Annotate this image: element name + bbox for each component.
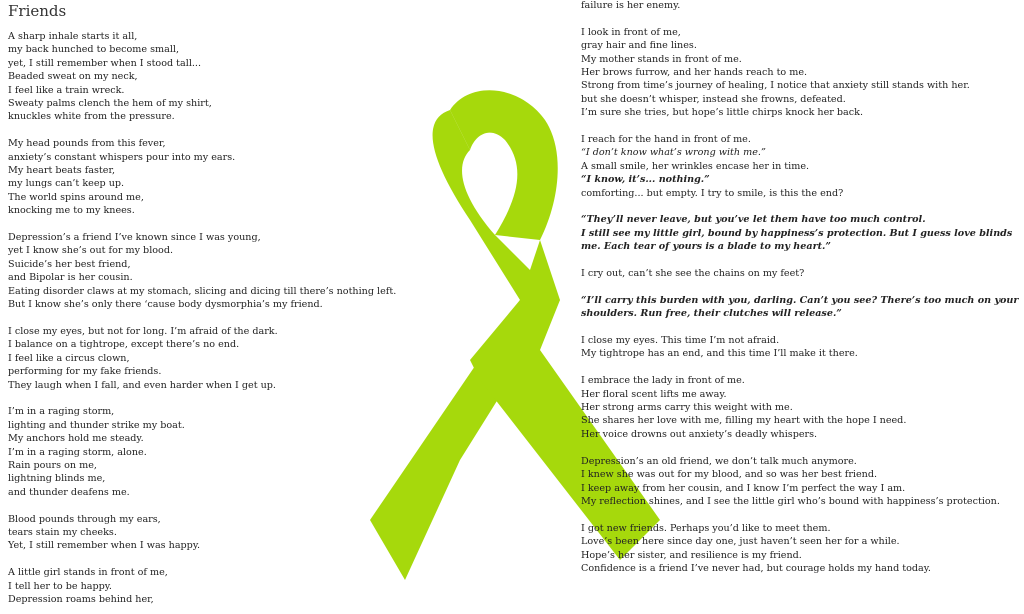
right-stanza (581, 213, 1021, 253)
left-stanza (8, 405, 388, 499)
poem-line: A sharp inhale starts it all, (8, 31, 138, 42)
poem-line: shoulders. Run free, their clutches will release.” (581, 308, 842, 320)
poem-line: Strong from time’s journey of healing, I notice that anxiety still stands with her. (581, 80, 970, 92)
left-column (8, 2, 397, 614)
right-stanza (581, 294, 1021, 321)
poem-line: lighting and thunder strike my boat. (8, 419, 185, 431)
poem-line: I balance on a tightrope, except there’s no end. (8, 339, 240, 351)
poem-line: I cry out, can’t she see the chains on my feet? (581, 268, 805, 280)
poem-line: My anchors hold me steady. (8, 433, 144, 445)
poem-line: “I know, it’s... nothing.” (581, 174, 710, 186)
poem-line: I close my eyes. This time I’m not afraid. (581, 335, 780, 347)
poem-line: Confidence is a friend I’ve never had, but courage holds my hand today. (581, 562, 931, 574)
poem-line: knocking me to my knees. (8, 205, 135, 217)
right-stanza (581, 133, 1021, 200)
poem-line: Depression’s an old friend, we don’t talk much anymore. (581, 455, 857, 467)
poem-line: Her strong arms carry this weight with me. (581, 402, 793, 414)
poem-line: Love’s been here since day one, just haven’t seen her for a while. (581, 536, 900, 548)
poem-line: I close my eyes, but not for long. I’m afraid of the dark. (8, 325, 278, 337)
poem-line: I knew she was out for my blood, and so was her best friend. (581, 469, 878, 481)
poem-line: My head pounds from this fever, (8, 138, 166, 150)
poem-line: Beaded sweat on my neck, (8, 71, 138, 83)
poem-line: My heart beats faster, (8, 165, 116, 177)
poem-line: yet, I still remember when I stood tall... (8, 57, 202, 69)
poem-line: performing for my fake friends. (8, 366, 162, 378)
poem-line: But I know she’s only there ‘cause body dysmorphia’s my friend. (8, 299, 323, 311)
poem-line: “I’ll carry this burden with you, darling. Can’t you see? There’s too much on your (581, 294, 1019, 306)
poem-line: failure is her enemy. (581, 0, 681, 11)
poem-line: comforting... but empty. I try to smile, is this the end? (581, 187, 844, 199)
poem-line: I embrace the lady in front of me. (581, 375, 745, 387)
right-stanza (581, 374, 1021, 441)
poem-line: I’m sure she tries, but hope’s little chirps knock her back. (581, 107, 864, 119)
right-stanza (581, 267, 1021, 280)
poem-line: my lungs can’t keep up. (8, 178, 125, 190)
poem-line: “I don’t know what’s wrong with me.” (581, 147, 766, 159)
poem-line: yet I know she’s out for my blood. (8, 245, 174, 257)
poem-line: Eating disorder claws at my stomach, slicing and dicing till there’s nothing left. (8, 285, 397, 297)
poem-line: I reach for the hand in front of me. (581, 134, 751, 146)
poem-line: Her brows furrow, and her hands reach to me. (581, 67, 808, 79)
right-stanza (581, 455, 1021, 509)
poem-line: gray hair and fine lines. (581, 40, 697, 52)
poem-line: My reflection shines, and I see the little girl who’s bound with happiness’s protection. (581, 495, 1000, 507)
poem-line: Hope’s her sister, and resilience is my friend. (581, 549, 802, 561)
poem-line: I’m in a raging storm, alone. (8, 446, 147, 458)
poem-line: I got new friends. Perhaps you’d like to meet them. (581, 522, 831, 534)
poem-line: Blood pounds through my ears, (8, 513, 161, 525)
poem-line: Yet, I still remember when I was happy. (8, 540, 201, 552)
left-stanzas (8, 30, 397, 606)
poem-line: and Bipolar is her cousin. (8, 272, 133, 284)
poem-line: tears stain my cheeks. (8, 526, 117, 538)
poem-line: My tightrope has an end, and this time I’ll make it there. (581, 348, 858, 360)
poem-line: The world spins around me, (8, 191, 144, 203)
poem-line: Her voice drowns out anxiety’s deadly whispers. (581, 428, 818, 440)
poem-line: My mother stands in front of me. (581, 53, 742, 65)
left-stanza (8, 513, 388, 553)
left-stanza (8, 231, 397, 311)
poem-line: Her floral scent lifts me away. (581, 388, 727, 400)
right-stanzas (581, 0, 1021, 575)
poem-line: but she doesn’t whisper, instead she frowns, defeated. (581, 93, 846, 105)
left-stanza (8, 137, 388, 217)
left-stanza (8, 30, 388, 124)
right-column (581, 0, 1021, 589)
left-stanza (8, 325, 388, 392)
poem-line: I’m in a raging storm, (8, 406, 115, 418)
poem-line: I feel like a train wreck. (8, 84, 125, 96)
poem-line: my back hunched to become small, (8, 44, 180, 56)
poem-line: Rain pours on me, (8, 459, 97, 471)
poem-line: A small smile, her wrinkles encase her in time. (581, 160, 810, 172)
right-stanza (581, 26, 1021, 120)
poem-title: Friends (8, 2, 67, 20)
poem-line: Depression roams behind her, (8, 593, 154, 605)
poem-line: Sweaty palms clench the hem of my shirt, (8, 98, 212, 110)
poem-line: They laugh when I fall, and even harder when I get up. (8, 379, 276, 391)
poem-line: lightning blinds me, (8, 473, 106, 485)
poem-line: I look in front of me, (581, 26, 681, 38)
right-stanza (581, 522, 1021, 576)
poem-line: I tell her to be happy. (8, 580, 112, 592)
right-stanza (581, 0, 1021, 12)
poem-line: I still see my little girl, bound by happiness’s protection. But I guess love blinds (581, 227, 1013, 239)
poem-line: I feel like a circus clown, (8, 352, 130, 364)
poem-line: and thunder deafens me. (8, 486, 130, 498)
poem-line: She shares her love with me, filling my heart with the hope I need. (581, 415, 907, 427)
poem-line: me. Each tear of yours is a blade to my heart.” (581, 241, 831, 253)
poem-line: “They’ll never leave, but you’ve let them have too much control. (581, 214, 926, 226)
poem-line: Suicide’s her best friend, (8, 258, 131, 270)
poem-line: I keep away from her cousin, and I know I’m perfect the way I am. (581, 482, 906, 494)
poem-line: A little girl stands in front of me, (8, 567, 168, 579)
poem-line: anxiety’s constant whispers pour into my ears. (8, 151, 236, 163)
poem-line: Depression’s a friend I’ve known since I was young, (8, 232, 261, 244)
poem-line: knuckles white from the pressure. (8, 111, 175, 123)
left-stanza (8, 566, 388, 606)
right-stanza (581, 334, 1021, 361)
